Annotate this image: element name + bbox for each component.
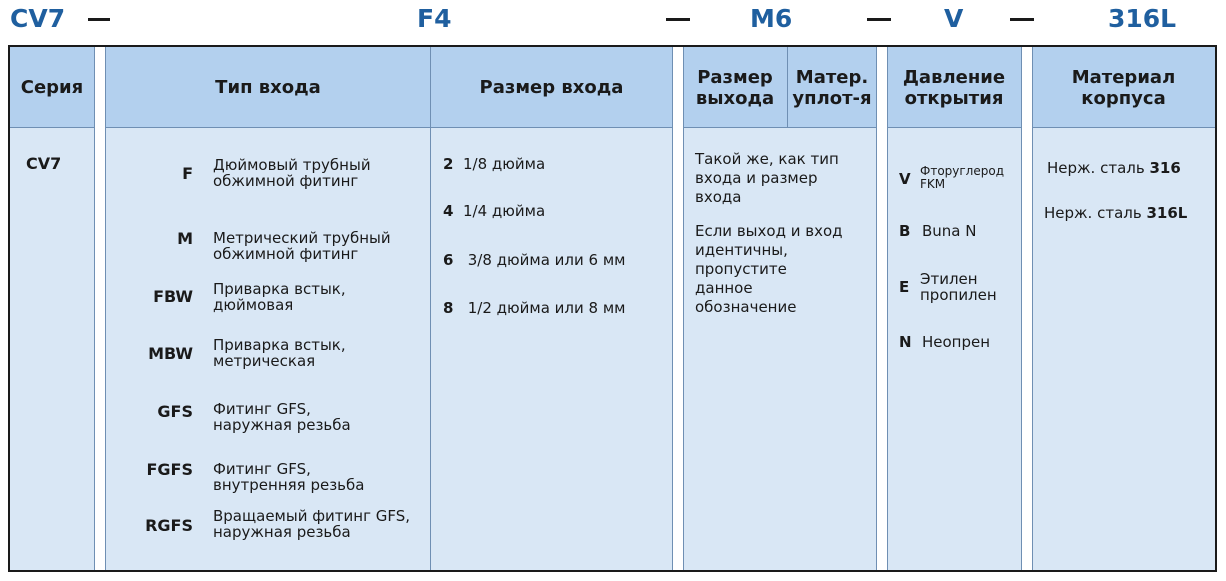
header-series: Серия bbox=[20, 77, 84, 98]
series-value: CV7 bbox=[26, 154, 62, 173]
column-gap bbox=[94, 47, 106, 570]
inlet-code: GFS bbox=[157, 402, 193, 421]
code-series: CV7 bbox=[10, 4, 66, 33]
inlet-desc: Вращаемый фитинг GFS, наружная резьба bbox=[213, 507, 411, 541]
code-inlet-type: F4 bbox=[417, 4, 452, 33]
inlet-code: FBW bbox=[153, 287, 193, 306]
outlet-description: Такой же, как тип входа и размер входа Если выход и вход идентичны, пропустите данное обозначение bbox=[695, 150, 843, 316]
inlet-code: M bbox=[177, 229, 193, 248]
seal-code: B bbox=[899, 222, 911, 240]
header-body-material: Материал корпуса bbox=[1071, 67, 1176, 109]
column-divider bbox=[430, 47, 431, 570]
inlet-desc: Приварка встык, дюймовая bbox=[213, 280, 346, 314]
code-material: 316L bbox=[1108, 4, 1177, 33]
seal-code: E bbox=[899, 278, 910, 296]
ordering-table bbox=[8, 45, 1217, 572]
inlet-code: FGFS bbox=[146, 460, 193, 479]
code-pressure: V bbox=[944, 4, 964, 33]
code-outlet: M6 bbox=[750, 4, 793, 33]
inlet-desc: Фитинг GFS, наружная резьба bbox=[213, 400, 351, 434]
column-gap bbox=[876, 47, 888, 570]
header-seal-material: Матер. уплот-я bbox=[792, 67, 872, 109]
inlet-desc: Фитинг GFS, внутренняя резьба bbox=[213, 460, 365, 494]
dash bbox=[1010, 18, 1034, 21]
column-gap bbox=[1021, 47, 1033, 570]
inlet-code: F bbox=[182, 164, 193, 183]
inlet-desc: Приварка встык, метрическая bbox=[213, 336, 346, 370]
column-gap bbox=[672, 47, 684, 570]
seal-desc: Фторуглерод FKM bbox=[920, 164, 1004, 191]
inlet-size-item: 8 1/2 дюйма или 8 мм bbox=[443, 299, 626, 317]
header-cracking-pressure: Давление открытия bbox=[902, 67, 1006, 109]
seal-desc: Этилен пропилен bbox=[920, 270, 997, 304]
inlet-size-item: 4 1/4 дюйма bbox=[443, 202, 546, 220]
header-inlet-size: Размер входа bbox=[479, 77, 624, 98]
dash bbox=[867, 18, 891, 21]
inlet-desc: Дюймовый трубный обжимной фитинг bbox=[213, 156, 371, 190]
seal-code: V bbox=[899, 170, 911, 188]
body-material-item: Нерж. сталь 316 bbox=[1047, 159, 1181, 177]
inlet-size-item: 2 1/8 дюйма bbox=[443, 155, 546, 173]
header-inlet-type: Тип входа bbox=[215, 77, 321, 98]
seal-desc: Buna N bbox=[922, 222, 977, 240]
dash bbox=[88, 18, 110, 21]
inlet-size-item: 6 3/8 дюйма или 6 мм bbox=[443, 251, 626, 269]
seal-code: N bbox=[899, 333, 912, 351]
inlet-desc: Метрический трубный обжимной фитинг bbox=[213, 229, 391, 263]
inlet-code: MBW bbox=[148, 344, 193, 363]
body-material-item: Нерж. сталь 316L bbox=[1044, 204, 1188, 222]
inlet-code: RGFS bbox=[145, 516, 193, 535]
seal-desc: Неопрен bbox=[922, 333, 991, 351]
header-outlet-size: Размер выхода bbox=[695, 67, 775, 109]
dash bbox=[666, 18, 690, 21]
